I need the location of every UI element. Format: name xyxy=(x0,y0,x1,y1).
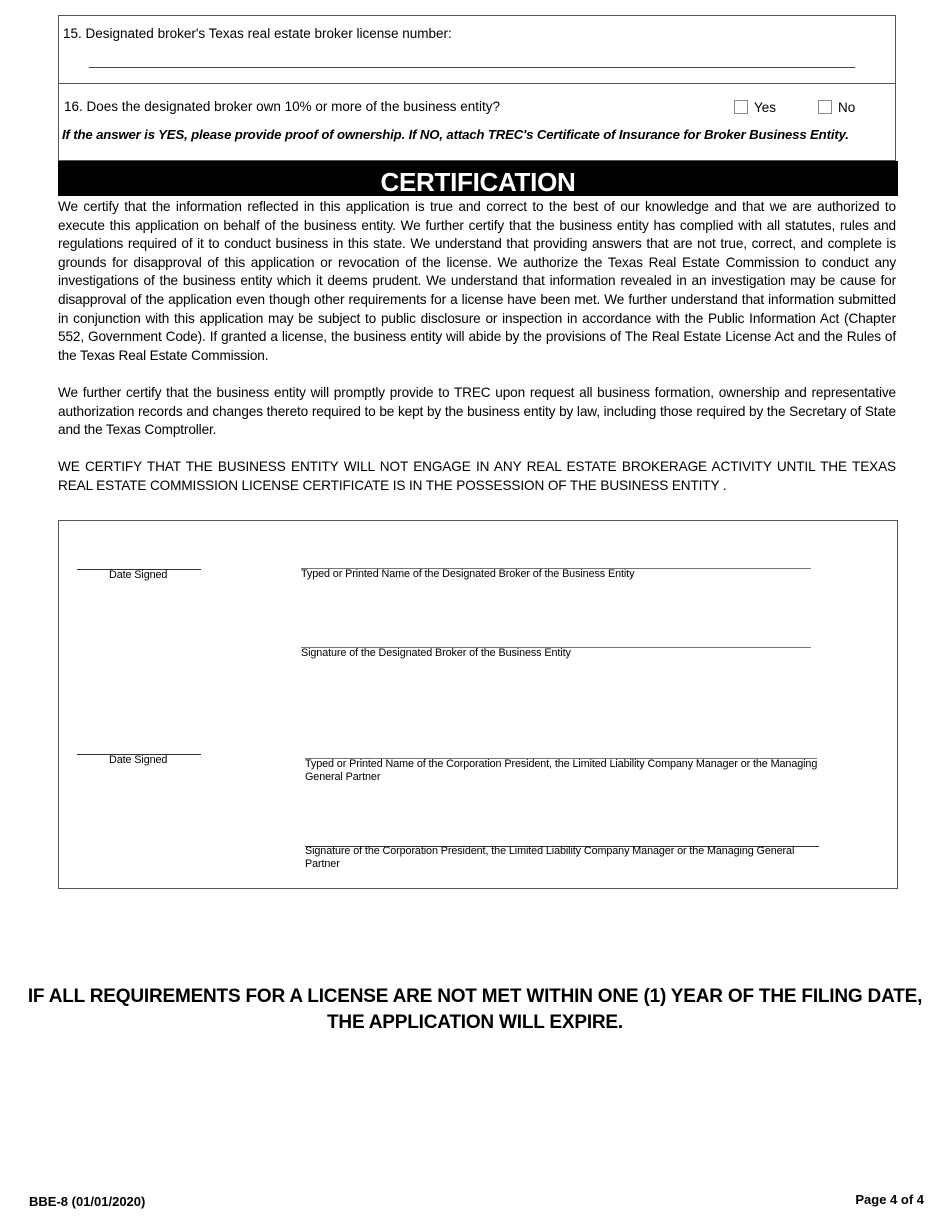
q16-note: If the answer is YES, please provide proof of ownership. If NO, attach TREC's Certificate of Insurance for Broker Business Entity. xyxy=(62,127,849,142)
q15-label: 15. Designated broker's Texas real estate broker license number: xyxy=(63,26,452,41)
no-label: No xyxy=(838,100,856,115)
form-id: BBE-8 (01/01/2020) xyxy=(29,1194,146,1209)
officer-name-label: Typed or Printed Name of the Corporation President, the Limited Liability Company Manager or the Managing General Partner xyxy=(305,758,818,783)
broker-name-label: Typed or Printed Name of the Designated Broker of the Business Entity xyxy=(301,568,635,580)
certification-paragraph-2: We further certify that the business entity will promptly provide to TREC upon request all business formation, ownership and representative authorization records and changes thereto required to be kept by the business entity by law, including those required by the Secretary of State and the Texas Comptroller. xyxy=(58,385,896,438)
option-no[interactable] xyxy=(818,99,855,117)
broker-signature-label: Signature of the Designated Broker of the Business Entity xyxy=(301,647,571,659)
no-checkbox[interactable] xyxy=(818,100,832,114)
certification-paragraph-1: We certify that the information reflected in this application is true and correct to the best of our knowledge and that we are authorized to execute this application on behalf of the business entity. We further certify that the business entity has complied with all statutes, rules and regulations required of it to conduct business in this state. We understand that providing answers that are not true, correct, and complete is grounds for disapproval of this application or revocation of the license. We authorize the Texas Real Estate Commission to conduct any investigations of the business entity which it deems prudent. We understand that information revealed in an investigation may be cause for disapproval of the application even though other requirements for a license have been met. We further understand that information submitted in conjunction with this application may be subject to public disclosure or inspection in accordance with the Public Information Act (Chapter 552, Government Code). If granted a license, the business entity will abide by the provisions of The Real Estate License Act and the Rules of the Texas Real Estate Commission. xyxy=(58,199,896,363)
license-number-field[interactable] xyxy=(89,67,855,68)
divider xyxy=(59,83,895,84)
q16-label: 16. Does the designated broker own 10% or more of the business entity? xyxy=(64,99,501,114)
yes-label: Yes xyxy=(754,100,777,115)
signature-box xyxy=(58,520,898,889)
expiration-notice: IF ALL REQUIREMENTS FOR A LICENSE ARE NOT MET WITHIN ONE (1) YEAR OF THE FILING DATE, THE APPLICATION WILL EXPIRE. xyxy=(27,986,923,1033)
page-number: Page 4 of 4 xyxy=(855,1192,924,1207)
officer-date-label: Date Signed xyxy=(109,754,168,766)
option-yes[interactable] xyxy=(734,99,776,117)
yes-checkbox[interactable] xyxy=(734,100,748,114)
certification-paragraph-3: WE CERTIFY THAT THE BUSINESS ENTITY WILL NOT ENGAGE IN ANY REAL ESTATE BROKERAGE ACTIVITY UNTIL THE TEXAS REAL ESTATE COMMISSION LICENSE CERTIFICATE IS IN THE POSSESSION OF THE BUSINESS ENTITY . xyxy=(58,459,896,493)
broker-date-label: Date Signed xyxy=(109,569,168,581)
questions-box xyxy=(58,15,896,161)
certification-heading: CERTIFICATION xyxy=(58,161,898,196)
officer-signature-label: Signature of the Corporation President, the Limited Liability Company Manager or the Managing General Partner xyxy=(305,845,795,870)
